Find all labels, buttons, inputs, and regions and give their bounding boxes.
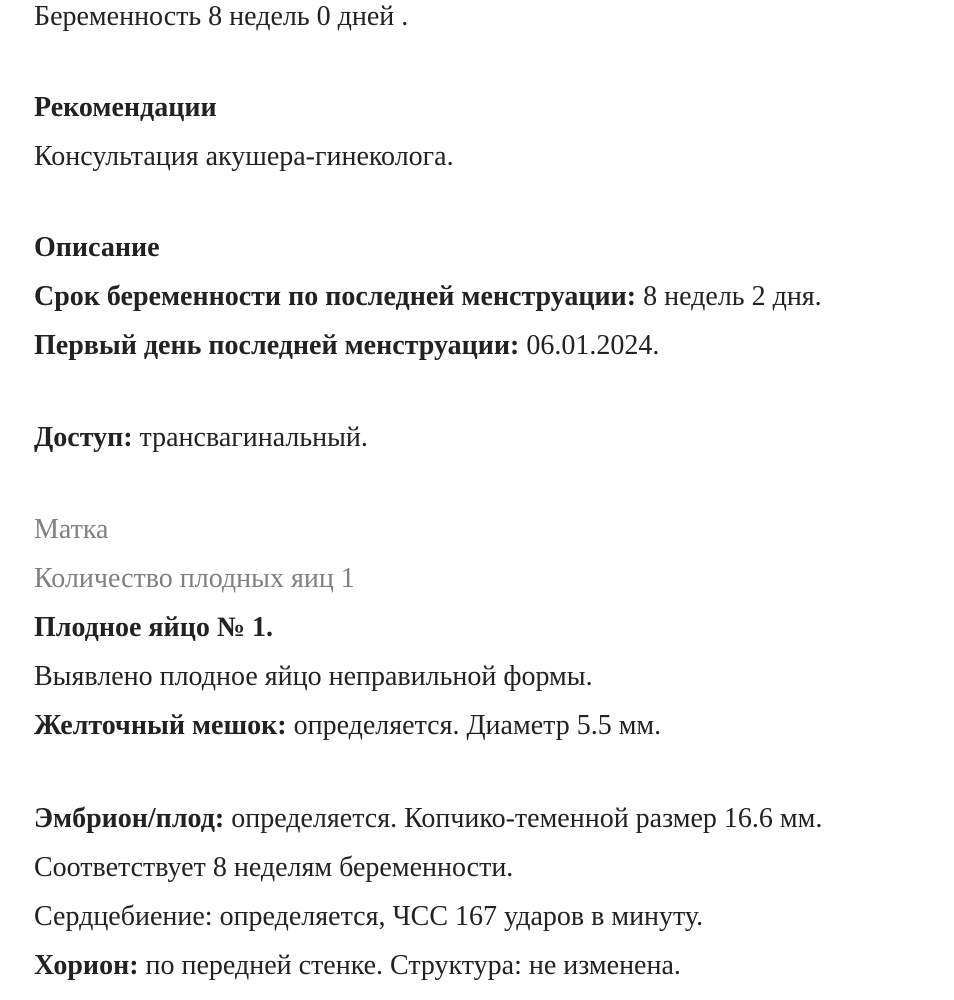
lmp-first-day-label: Первый день последней менструации: [34,330,520,361]
yolk-sac-row [34,709,661,743]
embryo-value: определяется. Копчико-теменной размер 16.6 мм. [224,803,823,834]
access-label: Доступ: [34,422,133,453]
gestational-sac-count: Количество плодных яиц 1 [34,563,355,594]
access-value: трансвагинальный. [132,422,368,453]
embryo-heartbeat: Сердцебиение: определяется, ЧСС 167 ударов в минуту. [34,901,704,932]
description-heading: Описание [34,232,160,263]
yolk-sac-label: Желточный мешок: [34,710,287,741]
conclusion-text: Беременность 8 недель 0 дней . [34,1,409,32]
gestational-age-lmp-value: 8 недель 2 дня. [636,281,822,312]
recommendations-text: Консультация акушера-гинеколога. [34,141,454,172]
lmp-first-day-value: 06.01.2024. [519,330,660,361]
access-row [34,421,368,455]
embryo-label: Эмбрион/плод: [34,803,225,834]
recommendations-heading: Рекомендации [34,92,217,123]
chorion-label: Хорион: [34,950,139,981]
gestational-age-lmp-row [34,280,822,314]
embryo-row [34,802,822,836]
chorion-value: по передней стенке. Структура: не изменена. [138,950,681,981]
yolk-sac-value: определяется. Диаметр 5.5 мм. [286,710,662,741]
gestational-sac-shape: Выявлено плодное яйцо неправильной формы. [34,661,593,692]
lmp-first-day-row [34,329,659,363]
gestational-sac-heading: Плодное яйцо № 1. [34,612,273,643]
embryo-correspondence: Соответствует 8 неделям беременности. [34,852,514,883]
gestational-age-lmp-label: Срок беременности по последней менструации: [34,281,637,312]
uterus-heading: Матка [34,514,109,545]
chorion-row [34,949,681,983]
